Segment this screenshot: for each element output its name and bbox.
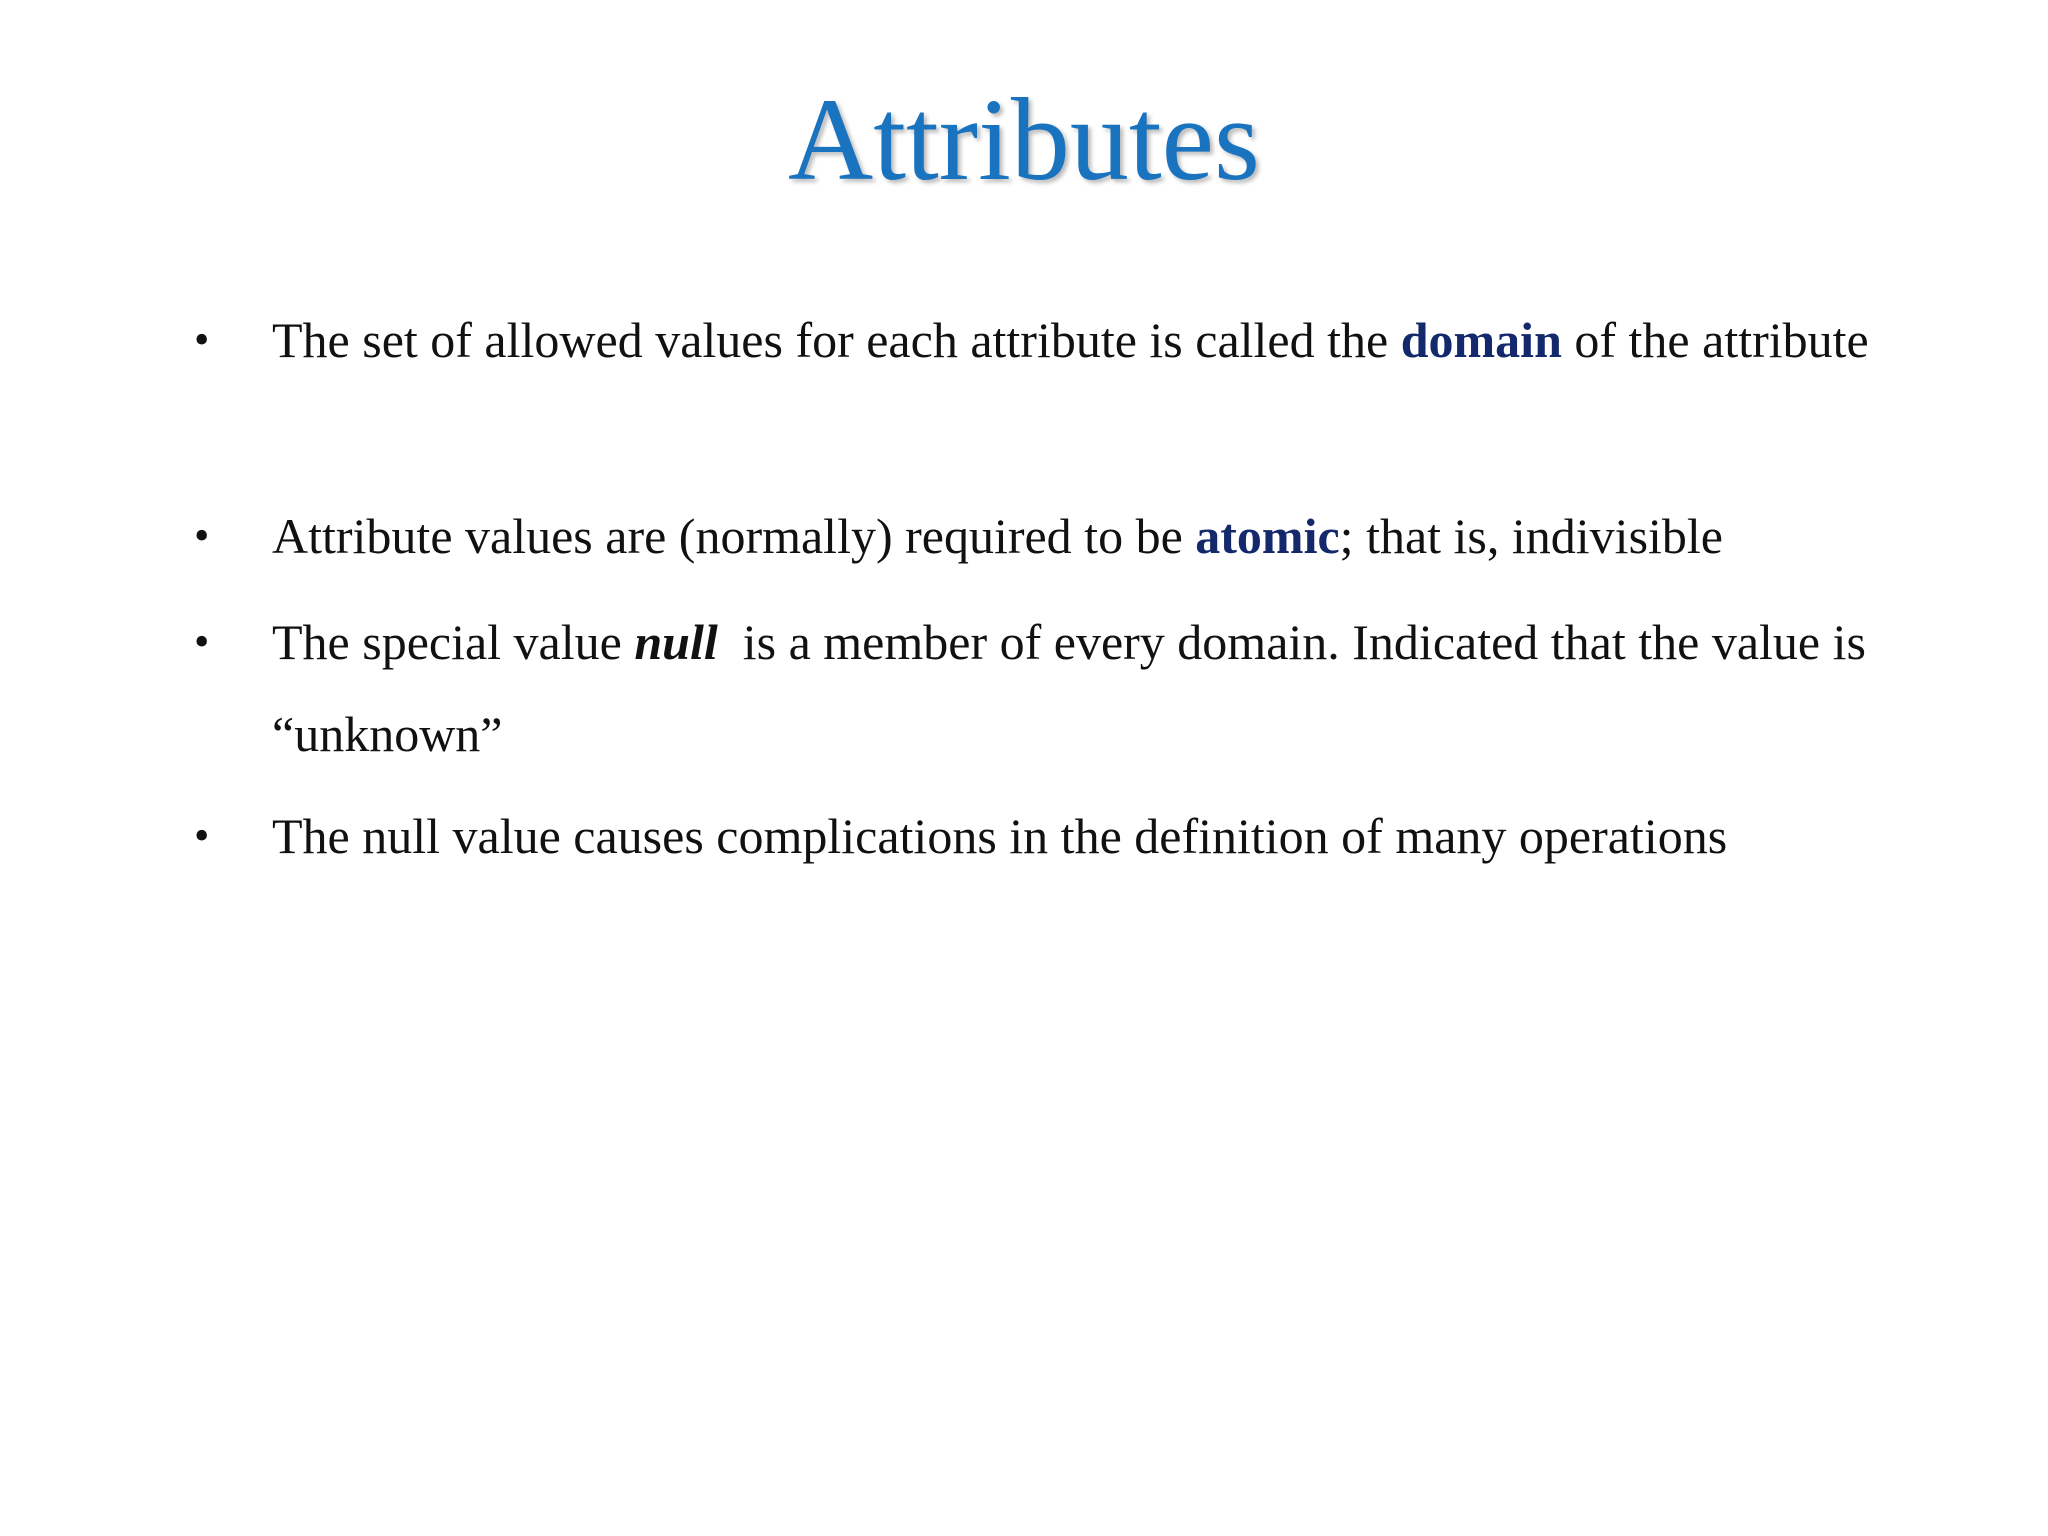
bullet-icon: •: [194, 511, 210, 560]
bullet-text: [272, 294, 1912, 386]
bullet-text-after: is a member of every domain. Indicated that the value is “unknown”: [272, 614, 1879, 762]
bullet-text-before: The set of allowed values for each attribute is called the: [272, 312, 1401, 368]
keyword-atomic: atomic: [1195, 508, 1340, 564]
bullet-text: The null value causes complications in the definition of many operations: [272, 808, 1728, 864]
bullet-text: [272, 596, 1912, 780]
keyword-null: null: [634, 614, 718, 670]
bullet-icon: •: [194, 315, 210, 364]
bullet-text-before: Attribute values are (normally) required to be: [272, 508, 1196, 564]
bullet-icon: •: [194, 617, 210, 666]
bullet-text-before: The special value: [272, 614, 635, 670]
bullet-text-after: ; that is, indivisible: [1339, 508, 1723, 564]
bullet-text-after: of the attribute: [1561, 312, 1869, 368]
slide-title: Attributes: [788, 74, 1260, 205]
keyword-domain: domain: [1400, 312, 1562, 368]
bullet-text: [272, 490, 1912, 582]
bullet-icon: •: [194, 811, 210, 860]
